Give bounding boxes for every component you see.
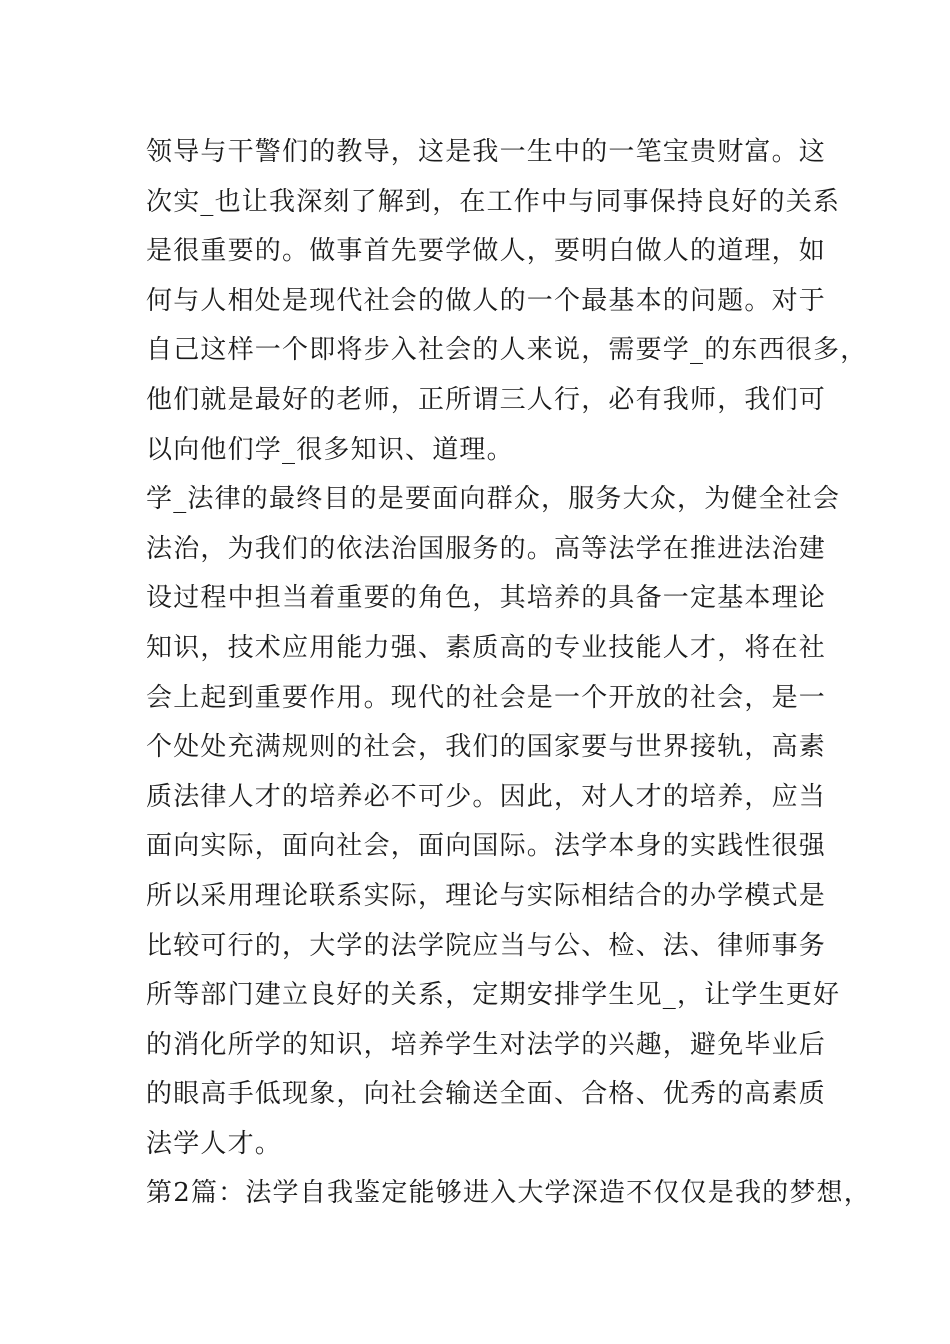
text-line: 所以采用理论联系实际，理论与实际相结合的办学模式是 xyxy=(146,880,827,911)
text-line: 是很重要的。做事首先要学做人，要明白做人的道理，如 xyxy=(146,236,827,267)
text-line: 比较可行的，大学的法学院应当与公、检、法、律师事务 xyxy=(146,930,827,961)
text-line: 第2篇：法学自我鉴定能够进入大学深造不仅仅是我的梦想， xyxy=(146,1178,871,1209)
text-line: 会上起到重要作用。现代的社会是一个开放的社会，是一 xyxy=(146,682,827,713)
text-line: 学_法律的最终目的是要面向群众，服务大众，为健全社会 xyxy=(146,484,841,515)
text-line: 领导与干警们的教导，这是我一生中的一笔宝贵财富。这 xyxy=(146,137,827,167)
text-line: 他们就是最好的老师，正所谓三人行，必有我师，我们可 xyxy=(146,384,827,415)
text-line: 的消化所学的知识，培养学生对法学的兴趣，避免毕业后 xyxy=(146,1029,827,1060)
text-line: 面向实际，面向社会，面向国际。法学本身的实践性很强 xyxy=(146,831,827,862)
text-line: 个处处充满规则的社会，我们的国家要与世界接轨，高素 xyxy=(146,732,827,763)
text-line: 知识，技术应用能力强、素质高的专业技能人才，将在社 xyxy=(146,632,827,663)
text-line: 法治，为我们的依法治国服务的。高等法学在推进法治建 xyxy=(146,533,827,564)
text-line: 设过程中担当着重要的角色，其培养的具备一定基本理论 xyxy=(146,583,827,614)
text-line: 的眼高手低现象，向社会输送全面、合格、优秀的高素质 xyxy=(146,1079,827,1110)
text-line: 自己这样一个即将步入社会的人来说，需要学_的东西很多， xyxy=(146,335,868,366)
text-line: 质法律人才的培养必不可少。因此，对人才的培养，应当 xyxy=(146,781,827,812)
document-body xyxy=(146,128,871,1219)
text-line: 次实_也让我深刻了解到，在工作中与同事保持良好的关系 xyxy=(146,186,841,217)
text-line: 所等部门建立良好的关系，定期安排学生见_，让学生更好 xyxy=(146,980,841,1011)
text-line: 以向他们学_很多知识、道理。 xyxy=(146,434,514,465)
text-line: 何与人相处是现代社会的做人的一个最基本的问题。对于 xyxy=(146,285,827,316)
text-line: 法学人才。 xyxy=(146,1128,283,1159)
